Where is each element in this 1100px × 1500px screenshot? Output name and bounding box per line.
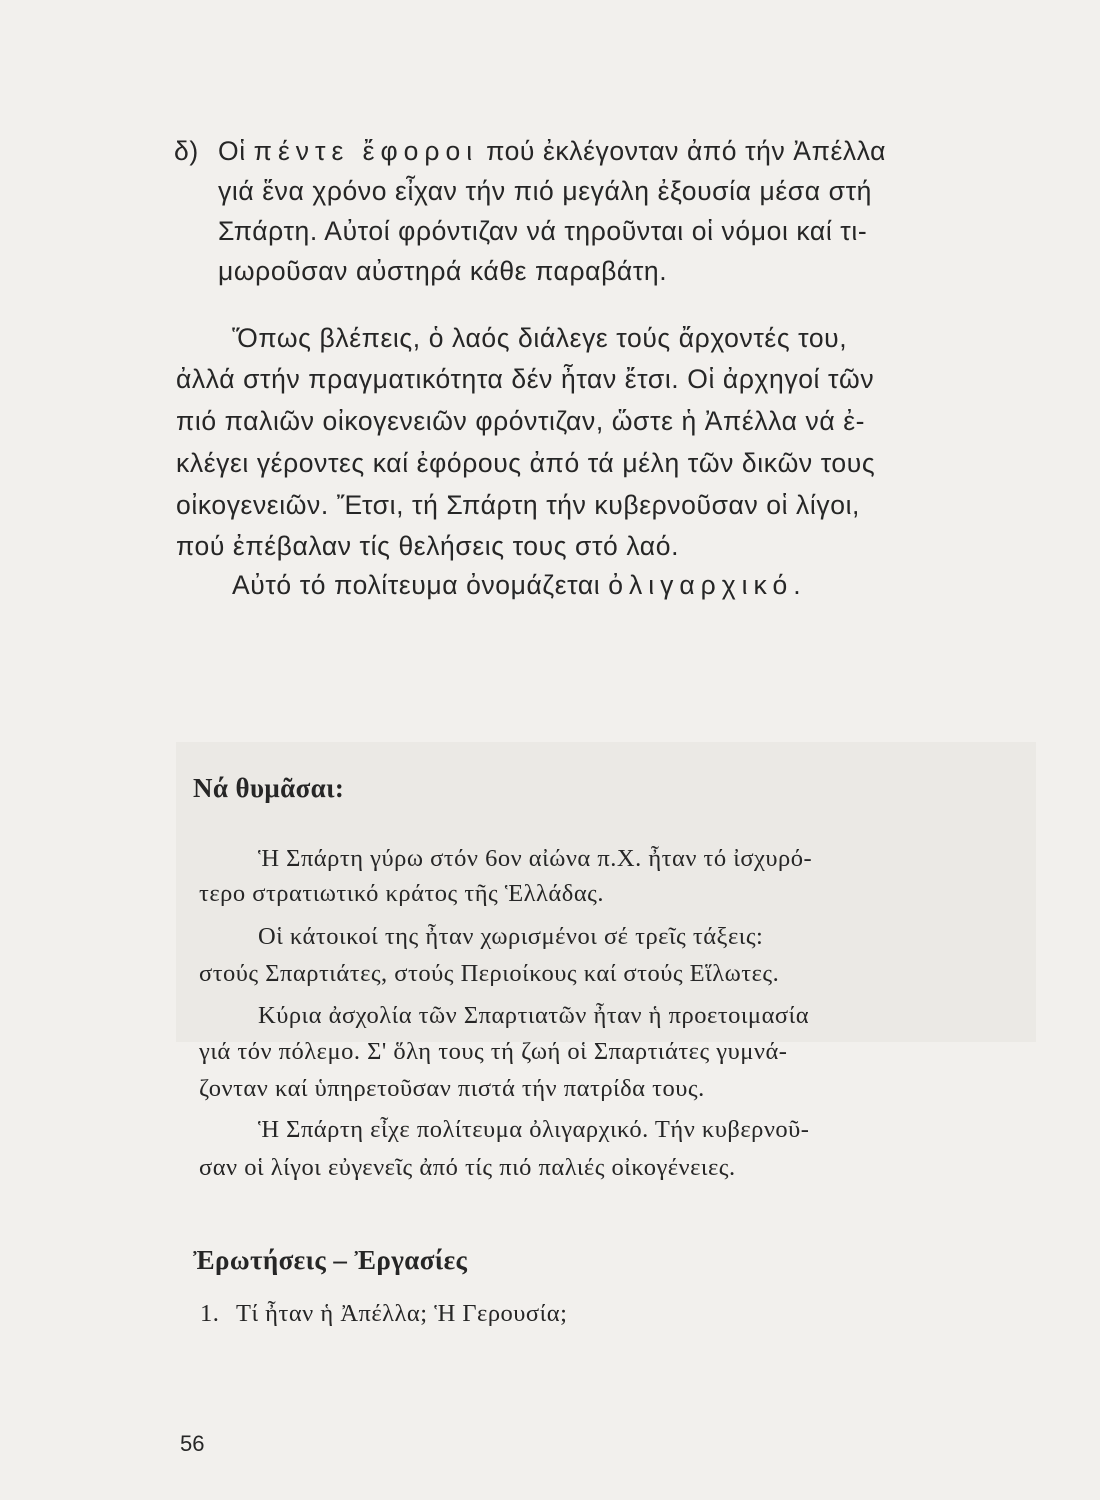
paragraph-3-start: Αὐτό τό πολίτευμα ὀνομάζεται [232, 570, 601, 600]
paragraph-2-line-4: κλέγει γέροντες καί ἐφόρους ἀπό τά μέλη τῶν δικῶν τους [176, 448, 876, 478]
review-line-7: ζονταν καί ὑπηρετοῦσαν πιστά τήν πατρίδα τους. [199, 1075, 705, 1102]
paragraph-2-line-2: ἀλλά στήν πραγματικότητα δέν ἦταν ἔτσι. Οἱ ἀρχηγοί τῶν [176, 364, 875, 394]
paragraph-3-end: . [793, 570, 802, 600]
review-line-8: Ἡ Σπάρτη εἶχε πολίτευμα ὀλιγαρχικό. Τήν κυβερνοῦ- [258, 1116, 810, 1143]
section-d-line-1-end: πού ἐκλέγονταν ἀπό τήν Ἀπέλλα [486, 136, 887, 166]
section-d-line-2: γιά ἕνα χρόνο εἶχαν τήν πιό μεγάλη ἐξουσία μέσα στή [218, 176, 872, 206]
questions-heading: Ἐρωτήσεις – Ἐργασίες [193, 1245, 468, 1275]
section-d-line-1-start: Οἱ [218, 136, 246, 166]
paragraph-2-line-5: οἰκογενειῶν. Ἔτσι, τή Σπάρτη τήν κυβερνοῦσαν οἱ λίγοι, [176, 490, 861, 520]
section-d-emphasis: πέντε ἔφοροι [253, 136, 479, 166]
review-heading: Νά θυμᾶσαι: [193, 773, 345, 803]
review-line-1: Ἡ Σπάρτη γύρω στόν 6ον αἰώνα π.Χ. ἦταν τό ἰσχυρό- [258, 845, 813, 872]
paragraph-2-line-3: πιό παλιῶν οἰκογενειῶν φρόντιζαν, ὥστε ἡ Ἀπέλλα νά ἐ- [176, 406, 866, 436]
paragraph-3-emphasis: ὀλιγαρχικό [608, 570, 794, 600]
review-line-6: γιά τόν πόλεμο. Σ' ὅλη τους τή ζωή οἱ Σπαρτιάτες γυμνά- [199, 1038, 788, 1065]
review-line-2: τερο στρατιωτικό κράτος τῆς Ἑλλάδας. [199, 880, 604, 907]
question-item [200, 1302, 567, 1327]
paragraph-3 [232, 572, 801, 599]
paragraph-2-line-6: πού ἐπέβαλαν τίς θελήσεις τους στό λαό. [176, 531, 680, 561]
section-d-line-1 [218, 138, 886, 165]
paragraph-2-line-1: Ὅπως βλέπεις, ὁ λαός διάλεγε τούς ἄρχοντές του, [232, 323, 848, 353]
review-line-5: Κύρια ἀσχολία τῶν Σπαρτιατῶν ἦταν ἡ προετοιμασία [258, 1002, 810, 1029]
review-line-3: Οἱ κάτοικοί της ἦταν χωρισμένοι σέ τρεῖς τάξεις: [258, 923, 764, 950]
review-line-9: σαν οἱ λίγοι εὐγενεῖς ἀπό τίς πιό παλιές οἰκογένειες. [199, 1154, 736, 1181]
review-line-4: στούς Σπαρτιάτες, στούς Περιοίκους καί στούς Εἵλωτες. [199, 960, 780, 987]
question-number: 1. [200, 1300, 220, 1327]
page-number: 56 [180, 1431, 205, 1456]
section-d-line-3: Σπάρτη. Αὐτοί φρόντιζαν νά τηροῦνται οἱ νόμοι καί τι- [218, 216, 868, 246]
section-d-line-4: μωροῦσαν αὐστηρά κάθε παραβάτη. [218, 256, 668, 286]
section-d-label: δ) [174, 136, 199, 166]
question-text: Τί ἦταν ἡ Ἀπέλλα; Ἡ Γερουσία; [236, 1300, 568, 1327]
